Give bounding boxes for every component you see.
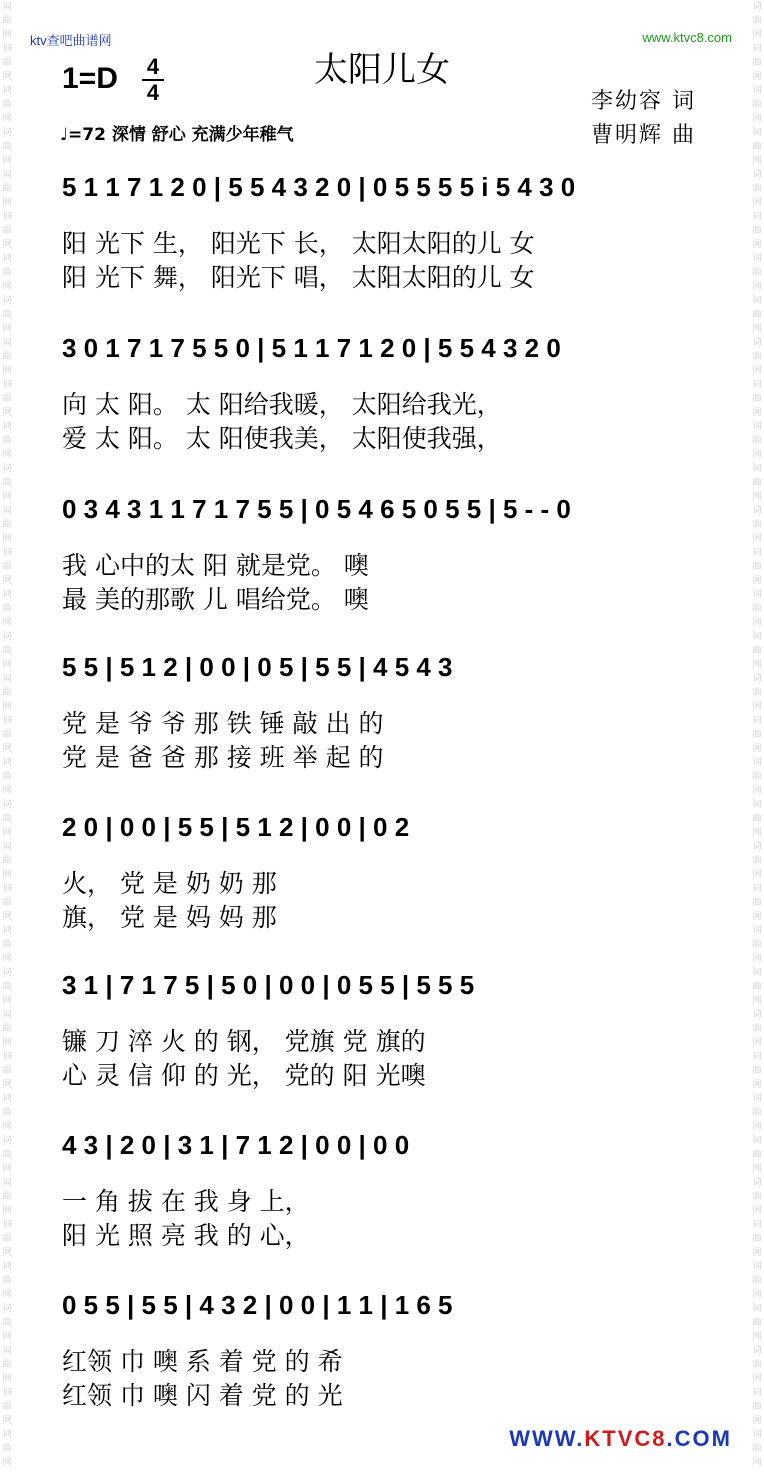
side-watermark-char: 词 (2, 926, 12, 936)
side-watermark-char: 词 (752, 170, 762, 180)
side-watermark-char: 网 (752, 240, 762, 250)
side-watermark-char: 网 (2, 1416, 12, 1426)
side-watermark-char: 词 (752, 1430, 762, 1440)
side-watermark-char: 网 (2, 660, 12, 670)
side-watermark-char: 词 (752, 716, 762, 726)
side-watermark-char: 网 (2, 450, 12, 460)
lyric-verse-2: 最 美的那歌 儿 唱给党。 噢 (62, 585, 369, 614)
side-watermark-char: 曲 (2, 394, 12, 404)
footer-brand: KTVC8 (584, 1426, 667, 1451)
side-watermark-char: 网 (2, 240, 12, 250)
side-watermark-char: 网 (752, 786, 762, 796)
side-watermark-char: 词 (752, 590, 762, 600)
side-watermark-char: 网 (2, 156, 12, 166)
song-title: 太阳儿女 (314, 50, 450, 90)
side-watermark-char: 曲 (752, 1444, 762, 1454)
side-watermark-char: 词 (2, 1136, 12, 1146)
side-watermark-char: 网 (2, 828, 12, 838)
side-watermark-char: 词 (752, 1010, 762, 1020)
side-watermark-char: 词 (752, 1304, 762, 1314)
side-watermark-char: 曲 (752, 394, 762, 404)
side-watermark-char: 词 (752, 422, 762, 432)
lyricist-credit: 李幼容 词 (591, 89, 696, 114)
time-signature-bottom: 4 (146, 80, 160, 105)
side-watermark-char: 曲 (2, 646, 12, 656)
tempo-marking: ♩=72 深情 舒心 充满少年稚气 (60, 125, 294, 145)
side-watermark-char: 词 (2, 170, 12, 180)
side-watermark-char: 曲 (752, 688, 762, 698)
side-watermark-char: 网 (752, 870, 762, 880)
side-watermark-char: 网 (752, 1080, 762, 1090)
lyric-verse-2: 阳 光下 舞， 阳光下 唱， 太阳太阳的儿 女 (62, 263, 535, 292)
side-watermark-char: 网 (2, 1206, 12, 1216)
notation-line: 4 3 | 2 0 | 3 1 | 7 1 2 | 0 0 | 0 0 (62, 1130, 410, 1160)
side-watermark-char: 词 (2, 800, 12, 810)
side-watermark-char: 词 (752, 1178, 762, 1188)
footer-watermark (509, 1426, 732, 1452)
side-watermark-char: 网 (2, 996, 12, 1006)
side-watermark-char: 词 (752, 464, 762, 474)
side-watermark-char: 曲 (752, 310, 762, 320)
side-watermark-char: 网 (752, 828, 762, 838)
lyric-verse-1: 向 太 阳。 太 阳给我暖， 太阳给我光， (62, 390, 502, 419)
side-watermark-char: 网 (752, 114, 762, 124)
side-watermark-char: 网 (752, 1038, 762, 1048)
side-watermark-char: 网 (2, 912, 12, 922)
side-watermark-char: 曲 (2, 1150, 12, 1160)
side-watermark-char: 曲 (2, 940, 12, 950)
side-watermark-char: 网 (752, 1332, 762, 1342)
lyric-verse-1: 阳 光下 生， 阳光下 长， 太阳太阳的儿 女 (62, 229, 535, 258)
side-watermark-char: 曲 (752, 730, 762, 740)
side-watermark-char: 网 (2, 702, 12, 712)
side-watermark-char: 词 (2, 212, 12, 222)
side-watermark-char: 词 (2, 590, 12, 600)
side-watermark-char: 词 (752, 254, 762, 264)
side-watermark-char: 曲 (752, 1276, 762, 1286)
side-watermark-char: 网 (2, 786, 12, 796)
side-watermark-char: 网 (752, 1248, 762, 1258)
side-watermark-char: 网 (752, 366, 762, 376)
side-watermark-char: 词 (2, 632, 12, 642)
side-watermark-char: 曲 (752, 856, 762, 866)
side-watermark-char: 词 (752, 506, 762, 516)
side-watermark-char: 词 (752, 86, 762, 96)
side-watermark-char: 网 (2, 1332, 12, 1342)
side-watermark-char: 曲 (2, 1024, 12, 1034)
side-watermark-char: 曲 (752, 646, 762, 656)
side-watermark-char: 曲 (2, 562, 12, 572)
side-watermark-char: 词 (2, 548, 12, 558)
side-watermark-char: 词 (752, 968, 762, 978)
side-watermark-char: 词 (752, 338, 762, 348)
side-watermark-char: 曲 (752, 478, 762, 488)
side-watermark-left (0, 0, 14, 1472)
side-watermark-char: 曲 (2, 268, 12, 278)
side-watermark-char: 网 (752, 324, 762, 334)
side-watermark-char: 词 (2, 1388, 12, 1398)
side-watermark-char: 词 (2, 464, 12, 474)
side-watermark-char: 曲 (2, 1108, 12, 1118)
side-watermark-char: 词 (2, 254, 12, 264)
notation-line: 5 1 1 7 1 2 0 | 5 5 4 3 2 0 | 0 5 5 5 5 i 5 4 3 0 (62, 172, 576, 202)
side-watermark-char: 网 (752, 1290, 762, 1300)
side-watermark-char: 曲 (2, 310, 12, 320)
side-watermark-char: 词 (2, 86, 12, 96)
side-watermark-char: 网 (752, 576, 762, 586)
side-watermark-char: 网 (2, 282, 12, 292)
side-watermark-char: 词 (2, 758, 12, 768)
time-signature (142, 56, 164, 104)
side-watermark-char: 词 (752, 1346, 762, 1356)
side-watermark-char: 词 (2, 968, 12, 978)
side-watermark-char: 网 (752, 198, 762, 208)
side-watermark-char: 词 (2, 1430, 12, 1440)
side-watermark-char: 词 (752, 800, 762, 810)
side-watermark-char: 网 (2, 870, 12, 880)
side-watermark-char: 曲 (752, 940, 762, 950)
notation-line: 0 5 5 | 5 5 | 4 3 2 | 0 0 | 1 1 | 1 6 5 (62, 1290, 453, 1320)
lyric-verse-1: 镰 刀 淬 火 的 钢， 党旗 党 旗的 (62, 1027, 426, 1056)
side-watermark-char: 词 (2, 2, 12, 12)
side-watermark-char: 曲 (752, 352, 762, 362)
lyric-verse-1: 火， 党 是 奶 奶 那 (62, 869, 277, 898)
side-watermark-char: 曲 (2, 184, 12, 194)
side-watermark-char: 词 (752, 842, 762, 852)
notation-line: 3 1 | 7 1 7 5 | 5 0 | 0 0 | 0 5 5 | 5 5 5 (62, 970, 475, 1000)
side-watermark-char: 网 (2, 576, 12, 586)
side-watermark-char: 词 (2, 296, 12, 306)
side-watermark-char: 词 (752, 548, 762, 558)
side-watermark-char: 词 (2, 1220, 12, 1230)
side-watermark-char: 网 (752, 492, 762, 502)
side-watermark-char: 曲 (752, 1150, 762, 1160)
side-watermark-char: 词 (752, 1220, 762, 1230)
side-watermark-char: 网 (2, 1248, 12, 1258)
side-watermark-char: 词 (2, 842, 12, 852)
side-watermark-char: 网 (2, 1290, 12, 1300)
side-watermark-char: 网 (2, 324, 12, 334)
side-watermark-char: 词 (2, 506, 12, 516)
side-watermark-char: 曲 (2, 1402, 12, 1412)
side-watermark-char: 网 (2, 954, 12, 964)
side-watermark-char: 曲 (752, 772, 762, 782)
side-watermark-char: 网 (2, 1164, 12, 1174)
side-watermark-char: 曲 (2, 898, 12, 908)
side-watermark-char: 网 (2, 618, 12, 628)
side-watermark-char: 词 (752, 926, 762, 936)
side-watermark-char: 曲 (2, 772, 12, 782)
side-watermark-char: 曲 (752, 142, 762, 152)
side-watermark-char: 网 (752, 954, 762, 964)
side-watermark-char: 词 (2, 1094, 12, 1104)
side-watermark-char: 曲 (2, 856, 12, 866)
side-watermark-char: 网 (752, 1458, 762, 1468)
side-watermark-char: 曲 (752, 58, 762, 68)
side-watermark-char: 词 (752, 2, 762, 12)
side-watermark-char: 曲 (752, 1360, 762, 1370)
notation-line: 5 5 | 5 1 2 | 0 0 | 0 5 | 5 5 | 4 5 4 3 (62, 652, 453, 682)
footer-suffix: .COM (666, 1426, 732, 1451)
side-watermark-char: 曲 (752, 1108, 762, 1118)
side-watermark-char: 词 (2, 1010, 12, 1020)
side-watermark-char: 网 (752, 282, 762, 292)
side-watermark-char: 网 (752, 408, 762, 418)
side-watermark-char: 词 (752, 674, 762, 684)
notation-line: 3 0 1 7 1 7 5 5 0 | 5 1 1 7 1 2 0 | 5 5 4 3 2 0 (62, 333, 561, 363)
side-watermark-char: 曲 (2, 142, 12, 152)
side-watermark-char: 网 (752, 744, 762, 754)
side-watermark-char: 网 (752, 72, 762, 82)
side-watermark-char: 曲 (752, 16, 762, 26)
side-watermark-char: 网 (2, 114, 12, 124)
side-watermark-char: 词 (2, 338, 12, 348)
side-watermark-char: 曲 (752, 268, 762, 278)
side-watermark-char: 词 (2, 1304, 12, 1314)
side-watermark-char: 曲 (752, 1192, 762, 1202)
side-watermark-char: 曲 (2, 478, 12, 488)
side-watermark-char: 曲 (752, 100, 762, 110)
lyric-verse-1: 一 角 拔 在 我 身 上， (62, 1187, 310, 1216)
side-watermark-char: 曲 (752, 226, 762, 236)
side-watermark-char: 曲 (752, 520, 762, 530)
side-watermark-char: 网 (2, 1038, 12, 1048)
side-watermark-char: 网 (2, 1458, 12, 1468)
lyric-verse-2: 阳 光 照 亮 我 的 心， (62, 1221, 310, 1250)
side-watermark-char: 词 (2, 1346, 12, 1356)
side-watermark-char: 网 (752, 534, 762, 544)
side-watermark-char: 网 (2, 492, 12, 502)
side-watermark-char: 词 (2, 884, 12, 894)
side-watermark-char: 词 (752, 758, 762, 768)
side-watermark-char: 曲 (2, 730, 12, 740)
side-watermark-char: 网 (2, 1080, 12, 1090)
side-watermark-char: 曲 (2, 58, 12, 68)
side-watermark-char: 网 (2, 1374, 12, 1384)
side-watermark-char: 曲 (2, 352, 12, 362)
side-watermark-char: 网 (752, 1374, 762, 1384)
lyric-verse-2: 党 是 爸 爸 那 接 班 举 起 的 (62, 743, 384, 772)
side-watermark-char: 词 (2, 128, 12, 138)
site-watermark-left: ktv查吧曲谱网 (30, 33, 112, 48)
side-watermark-char: 词 (752, 1094, 762, 1104)
side-watermark-char: 曲 (752, 1066, 762, 1076)
side-watermark-char: 词 (2, 44, 12, 54)
side-watermark-char: 网 (752, 1164, 762, 1174)
side-watermark-char: 曲 (2, 1318, 12, 1328)
side-watermark-char: 词 (752, 380, 762, 390)
lyric-verse-2: 红领 巾 噢 闪 着 党 的 光 (62, 1381, 343, 1410)
side-watermark-char: 曲 (2, 226, 12, 236)
side-watermark-char: 曲 (2, 520, 12, 530)
lyric-verse-1: 红领 巾 噢 系 着 党 的 希 (62, 1347, 343, 1376)
side-watermark-char: 曲 (752, 982, 762, 992)
composer-credit: 曹明辉 曲 (591, 123, 696, 148)
side-watermark-char: 曲 (2, 1234, 12, 1244)
side-watermark-char: 网 (752, 1206, 762, 1216)
side-watermark-char: 词 (752, 1388, 762, 1398)
side-watermark-char: 曲 (2, 1192, 12, 1202)
side-watermark-char: 网 (752, 156, 762, 166)
lyric-verse-2: 心 灵 信 仰 的 光， 党的 阳 光噢 (62, 1061, 426, 1090)
side-watermark-char: 曲 (2, 1360, 12, 1370)
side-watermark-char: 词 (752, 1052, 762, 1062)
lyric-verse-1: 我 心中的太 阳 就是党。 噢 (62, 551, 369, 580)
side-watermark-char: 曲 (752, 898, 762, 908)
side-watermark-char: 曲 (2, 436, 12, 446)
lyric-verse-1: 党 是 爷 爷 那 铁 锤 敲 出 的 (62, 709, 384, 738)
side-watermark-char: 网 (752, 30, 762, 40)
side-watermark-char: 网 (2, 198, 12, 208)
side-watermark-char: 曲 (752, 814, 762, 824)
side-watermark-char: 词 (2, 422, 12, 432)
side-watermark-char: 网 (2, 744, 12, 754)
side-watermark-char: 网 (2, 366, 12, 376)
site-watermark-right: www.ktvc8.com (642, 30, 732, 45)
side-watermark-char: 网 (2, 1122, 12, 1132)
side-watermark-char: 网 (752, 912, 762, 922)
side-watermark-char: 网 (752, 996, 762, 1006)
side-watermark-char: 曲 (752, 1024, 762, 1034)
side-watermark-char: 曲 (2, 604, 12, 614)
side-watermark-char: 曲 (2, 814, 12, 824)
side-watermark-char: 网 (2, 72, 12, 82)
side-watermark-char: 词 (2, 1052, 12, 1062)
notation-line: 2 0 | 0 0 | 5 5 | 5 1 2 | 0 0 | 0 2 (62, 812, 410, 842)
side-watermark-char: 曲 (2, 100, 12, 110)
side-watermark-char: 词 (752, 632, 762, 642)
side-watermark-char: 曲 (2, 1066, 12, 1076)
side-watermark-char: 曲 (2, 688, 12, 698)
side-watermark-char: 网 (752, 1122, 762, 1132)
side-watermark-char: 词 (752, 1262, 762, 1272)
side-watermark-char: 词 (752, 128, 762, 138)
side-watermark-char: 曲 (752, 604, 762, 614)
side-watermark-char: 网 (752, 1416, 762, 1426)
side-watermark-char: 词 (752, 884, 762, 894)
side-watermark-char: 词 (2, 1262, 12, 1272)
side-watermark-right (750, 0, 764, 1472)
key-signature: 1=D (62, 62, 118, 95)
side-watermark-char: 曲 (752, 184, 762, 194)
side-watermark-char: 网 (752, 702, 762, 712)
side-watermark-char: 词 (2, 1178, 12, 1188)
side-watermark-char: 曲 (752, 436, 762, 446)
side-watermark-char: 词 (752, 296, 762, 306)
side-watermark-char: 曲 (752, 1234, 762, 1244)
side-watermark-char: 网 (2, 534, 12, 544)
side-watermark-char: 词 (752, 212, 762, 222)
side-watermark-char: 曲 (2, 982, 12, 992)
side-watermark-char: 网 (752, 618, 762, 628)
side-watermark-char: 曲 (752, 1402, 762, 1412)
side-watermark-char: 网 (752, 450, 762, 460)
side-watermark-char: 词 (752, 44, 762, 54)
side-watermark-char: 网 (752, 660, 762, 670)
side-watermark-char: 网 (2, 30, 12, 40)
side-watermark-char: 词 (752, 1136, 762, 1146)
lyric-verse-2: 旗， 党 是 妈 妈 那 (62, 903, 277, 932)
side-watermark-char: 曲 (752, 562, 762, 572)
side-watermark-char: 曲 (2, 16, 12, 26)
side-watermark-char: 网 (2, 408, 12, 418)
side-watermark-char: 曲 (2, 1276, 12, 1286)
footer-prefix: WWW. (509, 1426, 585, 1451)
side-watermark-char: 曲 (2, 1444, 12, 1454)
side-watermark-char: 词 (2, 674, 12, 684)
side-watermark-char: 曲 (752, 1318, 762, 1328)
side-watermark-char: 词 (2, 380, 12, 390)
lyric-verse-2: 爱 太 阳。 太 阳使我美， 太阳使我强， (62, 424, 502, 453)
time-signature-top: 4 (146, 54, 160, 79)
notation-line: 0 3 4 3 1 1 7 1 7 5 5 | 0 5 4 6 5 0 5 5 | 5 - - 0 (62, 494, 571, 524)
side-watermark-char: 词 (2, 716, 12, 726)
